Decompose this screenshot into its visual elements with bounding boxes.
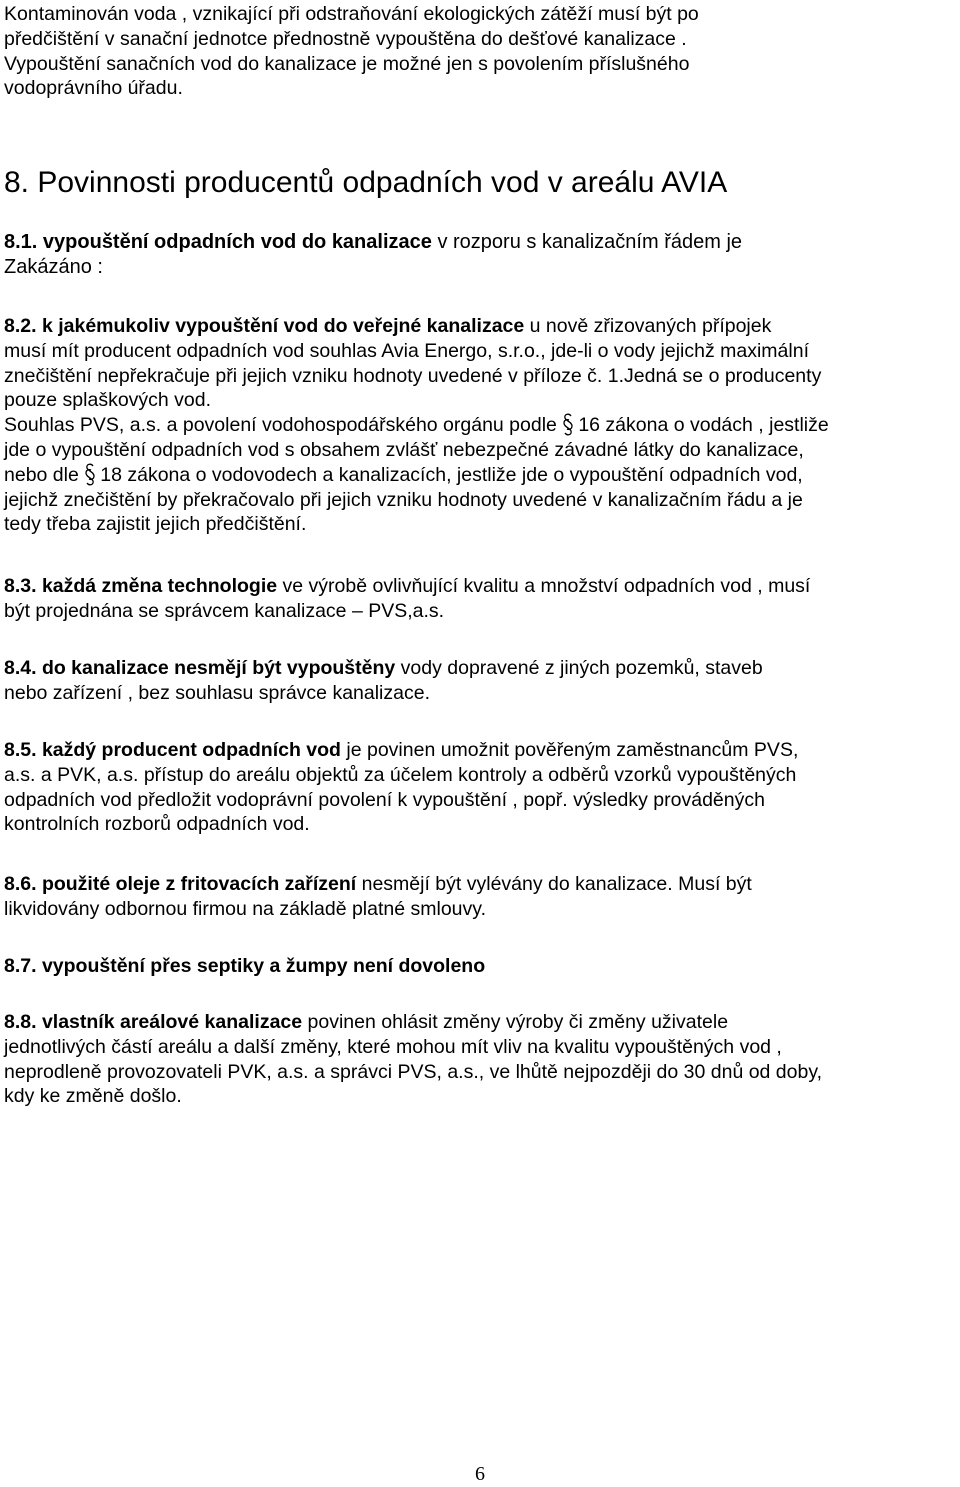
clause-8-8-line-3: neprodleně provozovateli PVK, a.s. a správci PVS, a.s., ve lhůtě nejpozději do 30 dnů od doby, [4,1060,823,1083]
clause-8-2-line-8a: nebo dle [4,463,79,486]
section-sign-icon [84,463,96,486]
clause-8-2-line-5: Souhlas PVS, a.s. [4,414,162,437]
clause-8-6-line-2: likvidovány odbornou firmou na základě platné smlouvy. [4,897,486,920]
clause-8-1-text: v rozporu s kanalizačním řádem je [431,231,743,253]
clause-8-2-line-2: musí mít producent odpadních vod souhlas Avia Energo, s.r.o., [4,339,546,362]
clause-8-6-title: 8.6. použité oleje z fritovacích zařízení [4,873,357,895]
clause-8-3-title: 8.3. každá změna technologie [4,575,278,597]
page-number: 6 [475,1463,485,1485]
clause-8-1 [4,230,949,280]
clause-8-8 [4,1010,949,1109]
intro-paragraph [4,2,949,101]
clause-8-8-line-2: jednotlivých částí areálu a další změny, které mohou mít vliv na kvalitu vypouštěných vod , [4,1035,782,1058]
clause-8-7-title: 8.7. vypouštění přes septiky a žumpy není dovoleno [4,955,486,977]
clause-8-2-line-6b: 16 zákona o vodách , jestliže [578,414,829,437]
clause-8-2-line-9: jejichž znečištění by překračovalo při jejich vzniku hodnoty uvedené v kanalizačním řádu a je [4,488,803,511]
clause-8-5-text: je povinen umožnit pověřeným zaměstnancům PVS, [340,739,799,761]
clause-8-2-line-2b: jde-li o vody jejichž maximální [545,339,809,362]
intro-line-3: Vypouštění sanačních vod do kanalizace je možné jen s povolením příslušného [4,52,690,75]
clause-8-6 [4,872,949,922]
clause-8-2-line-4: pouze splaškových vod. [4,389,212,412]
clause-8-4 [4,656,949,706]
clause-8-5-line-3: odpadních vod předložit vodoprávní povolení k vypouštění , popř. výsledky prováděných [4,788,765,811]
clause-8-5-title: 8.5. každý producent odpadních vod [4,739,341,761]
intro-line-1: Kontaminován voda , vznikající při odstraňování ekologických zátěží musí být po [4,3,699,25]
intro-line-2: předčištění v sanační jednotce přednostně vypouštěna do dešťové kanalizace . [4,27,687,50]
clause-8-7 [4,954,949,979]
section-heading: 8. Povinnosti producentů odpadních vod v areálu AVIA [4,166,728,199]
clause-8-2-line-7: jde o vypouštění odpadních vod s obsahem zvlášť nebezpečné závadné látky do kanalizace, [4,438,804,461]
clause-8-3-line-2: být projednána se správcem kanalizace – PVS,a.s. [4,599,445,622]
clause-8-1-line-2: Zakázáno : [4,255,103,278]
clause-8-2-line-3: znečištění nepřekračuje při jejich vzniku hodnoty uvedené v příloze č. 1.Jedná se o producenty [4,364,822,387]
clause-8-2-line-6a: a povolení vodohospodářského orgánu podle [166,414,557,437]
clause-8-8-title: 8.8. vlastník areálové kanalizace [4,1011,303,1033]
clause-8-1-title: 8.1. vypouštění odpadních vod do kanalizace [4,231,432,253]
clause-8-2-text: u nově zřizovaných přípojek [524,315,772,337]
clause-8-2-line-10: tedy třeba zajistit jejich předčištění. [4,513,307,536]
clause-8-3 [4,574,949,624]
clause-8-4-title: 8.4. do kanalizace nesmějí být vypouštěny [4,657,396,679]
clause-8-5-line-2: a.s. a PVK, a.s. přístup do areálu objektů za účelem kontroly a odběrů vzorků vypouštěných [4,763,797,786]
clause-8-3-text: ve výrobě ovlivňující kvalitu a množství odpadních vod , musí [277,575,811,597]
clause-8-6-text: nesmějí být vylévány do kanalizace. Musí být [356,873,752,895]
clause-8-8-line-4: kdy ke změně došlo. [4,1085,182,1108]
clause-8-2-line-8b: 18 zákona o vodovodech a kanalizacích, jestliže jde o vypouštění odpadních vod, [100,463,803,486]
clause-8-5-line-4: kontrolních rozborů odpadních vod. [4,813,310,836]
clause-8-5 [4,738,949,837]
clause-8-2-title: 8.2. k jakémukoliv vypouštění vod do veřejné kanalizace [4,315,525,337]
clause-8-8-text: povinen ohlásit změny výroby či změny uživatele [302,1011,729,1033]
intro-line-4: vodoprávního úřadu. [4,77,183,100]
clause-8-2 [4,314,949,537]
section-sign-icon [562,413,574,436]
clause-8-4-text: vody dopravené z jiných pozemků, staveb [395,657,763,679]
clause-8-4-line-2: nebo zařízení , bez souhlasu správce kanalizace. [4,681,431,704]
